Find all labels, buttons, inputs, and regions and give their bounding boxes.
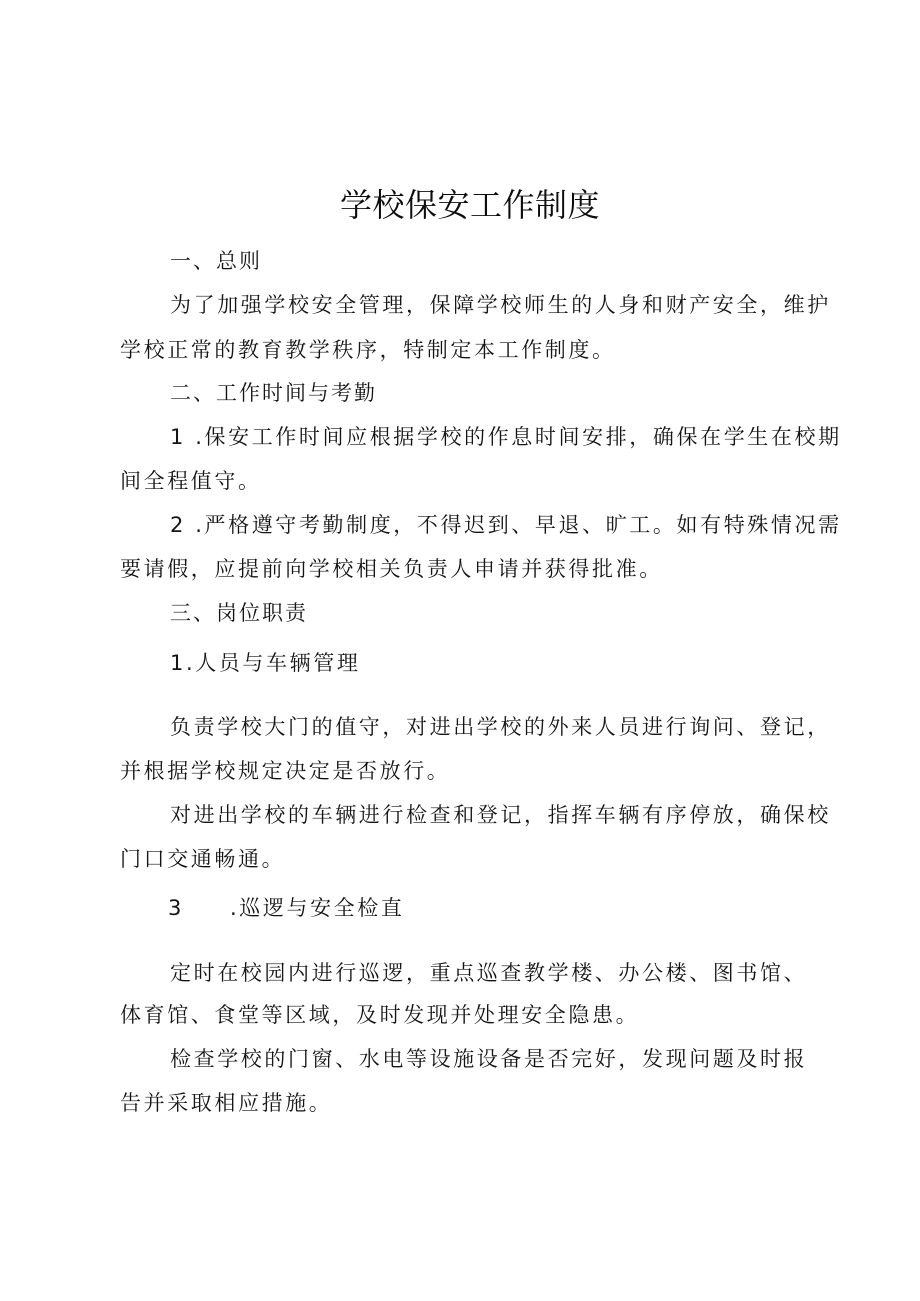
paragraph-line: 定时在校园内进行巡逻，重点巡查教学楼、办公楼、图书馆、	[170, 961, 808, 985]
section-heading-duties: 三、岗位职责	[170, 601, 308, 625]
paragraph-line: 学校正常的教育教学秩序，特制定本工作制度。	[120, 338, 616, 362]
paragraph-line: 为了加强学校安全管理，保障学校师生的人身和财产安全，维护	[170, 293, 831, 317]
paragraph-line: 并根据学校规定决定是否放行。	[120, 759, 451, 783]
section-heading-general: 一、总则	[170, 249, 262, 273]
subsection-heading: 1.人员与车辆管理	[170, 651, 361, 675]
paragraph-line: 门口交通畅通。	[120, 847, 286, 871]
paragraph-line: 体育馆、食堂等区域，及时发现并处理安全隐患。	[120, 1003, 640, 1027]
subsection-number: 3	[168, 896, 182, 920]
list-item-line: 1 .保安工作时间应根据学校的作息时间安排，确保在学生在校期	[170, 425, 842, 449]
subsection-heading: .巡逻与安全检直	[230, 896, 405, 920]
paragraph-line: 告并采取相应措施。	[120, 1091, 333, 1115]
list-item-line: 2 .严格遵守考勤制度，不得迟到、早退、旷工。如有特殊情况需	[170, 513, 842, 537]
section-heading-worktime: 二、工作时间与考勤	[170, 381, 377, 405]
paragraph-line: 检查学校的门窗、水电等设施设备是否完好，发现问题及时报	[170, 1047, 808, 1071]
paragraph-line: 负责学校大门的值守，对进出学校的外来人员进行询问、登记，	[170, 715, 831, 739]
document-title: 学校保安工作制度	[339, 186, 600, 224]
list-item-line: 间全程值守。	[120, 469, 262, 493]
list-item-line: 要请假，应提前向学校相关负责人申请并获得批准。	[120, 557, 663, 581]
paragraph-line: 对进出学校的车辆进行检查和登记，指挥车辆有序停放，确保校	[170, 803, 831, 827]
